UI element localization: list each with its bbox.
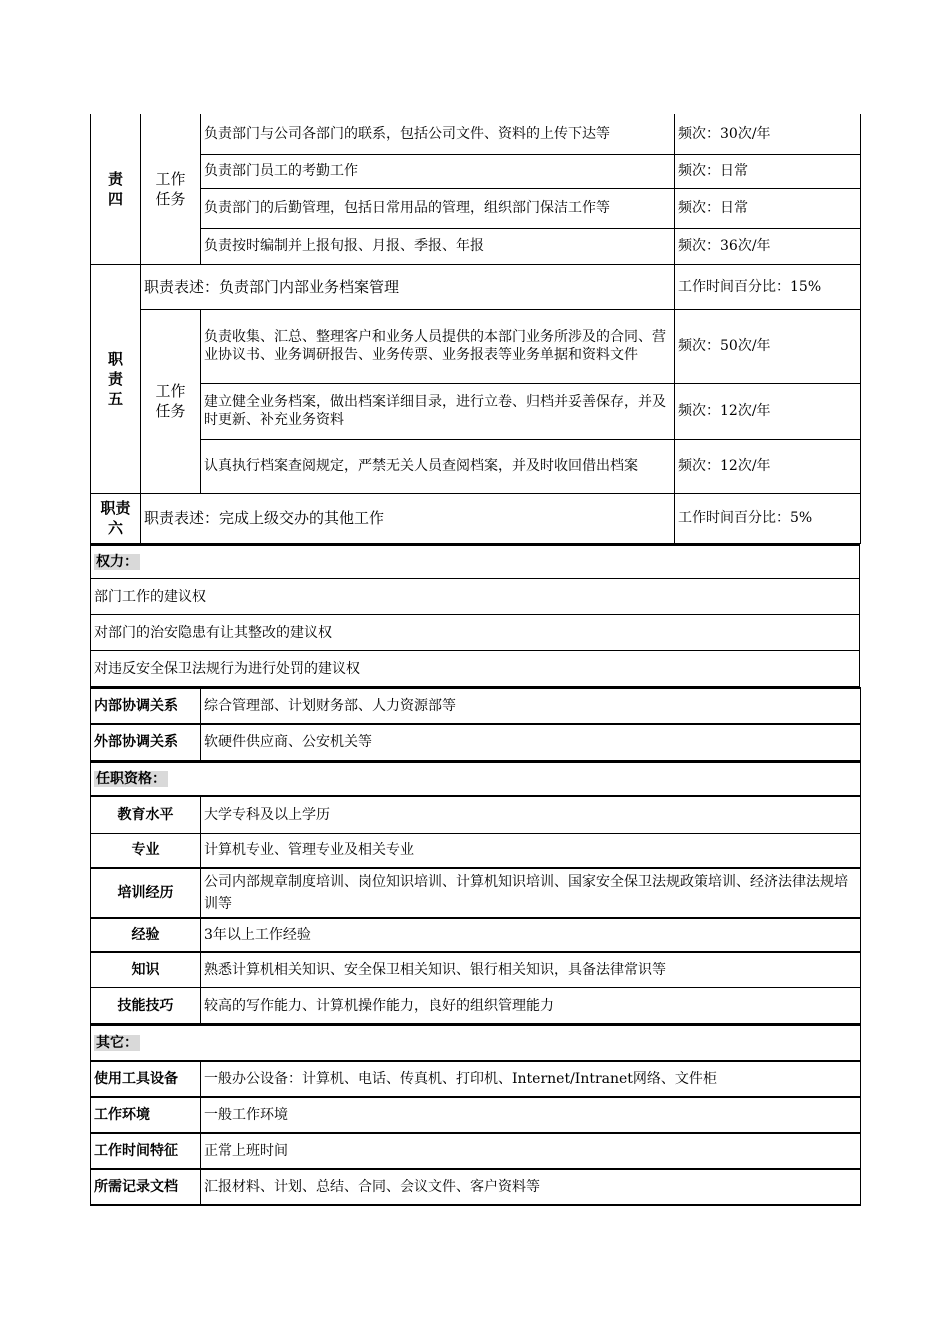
authority-table — [90, 544, 860, 688]
duty4-label: 责四 — [91, 114, 141, 264]
duty5-task-text: 负责收集、汇总、整理客户和业务人员提供的本部门业务所涉及的合同、营业协议书、业务调研报告、业务传票、业务报表等业务单据和资料文件 — [201, 309, 675, 383]
duty6-statement: 职责表述：完成上级交办的其他工作 — [141, 493, 675, 543]
qualifications-heading: 任职资格： — [91, 762, 861, 796]
qualifications-table — [90, 761, 861, 1025]
internal-relations-label: 内部协调关系 — [91, 688, 201, 724]
others-label: 工作时间特征 — [91, 1133, 201, 1169]
duty4-task-text: 负责部门与公司各部门的联系，包括公司文件、资料的上传下达等 — [201, 114, 675, 154]
qualification-label: 教育水平 — [91, 796, 201, 834]
duty4-task-freq: 频次：日常 — [675, 154, 861, 188]
duty5-task-label: 工作任务 — [141, 309, 201, 493]
duty5-label: 职责五 — [91, 264, 141, 493]
duty5-task-freq: 频次：12次/年 — [675, 439, 861, 493]
duty4-task-freq: 频次：30次/年 — [675, 114, 861, 154]
qualification-label: 技能技巧 — [91, 988, 201, 1024]
others-value: 一般工作环境 — [201, 1097, 861, 1133]
others-label: 所需记录文档 — [91, 1169, 201, 1205]
qualification-value: 计算机专业、管理专业及相关专业 — [201, 834, 861, 868]
duties-table — [90, 114, 861, 544]
qualification-value: 3年以上工作经验 — [201, 918, 861, 952]
duty5-percent: 工作时间百分比：15% — [675, 264, 861, 309]
others-table — [90, 1024, 861, 1206]
others-heading: 其它： — [91, 1025, 861, 1061]
job-description-document — [90, 114, 860, 1206]
duty4-task-text: 负责部门的后勤管理，包括日常用品的管理，组织部门保洁工作等 — [201, 188, 675, 228]
duty5-task-text: 建立健全业务档案，做出档案详细目录，进行立卷、归档并妥善保存，并及时更新、补充业务资料 — [201, 383, 675, 439]
external-relations-label: 外部协调关系 — [91, 724, 201, 760]
authority-item: 对违反安全保卫法规行为进行处罚的建议权 — [91, 651, 860, 687]
others-value: 一般办公设备：计算机、电话、传真机、打印机、Internet/Intranet网络、文件柜 — [201, 1061, 861, 1097]
internal-relations-value: 综合管理部、计划财务部、人力资源部等 — [201, 688, 861, 724]
duty5-task-freq: 频次：12次/年 — [675, 383, 861, 439]
qualification-value: 熟悉计算机相关知识、安全保卫相关知识、银行相关知识，具备法律常识等 — [201, 952, 861, 988]
qualification-label: 经验 — [91, 918, 201, 952]
authority-item: 部门工作的建议权 — [91, 579, 860, 615]
duty6-percent: 工作时间百分比：5% — [675, 493, 861, 543]
duty4-task-freq: 频次：日常 — [675, 188, 861, 228]
authority-item: 对部门的治安隐患有让其整改的建议权 — [91, 615, 860, 651]
duty4-task-freq: 频次：36次/年 — [675, 228, 861, 264]
qualification-label: 培训经历 — [91, 868, 201, 918]
relations-table — [90, 687, 861, 761]
qualification-label: 知识 — [91, 952, 201, 988]
duty6-label: 职责六 — [91, 493, 141, 543]
qualification-value: 公司内部规章制度培训、岗位知识培训、计算机知识培训、国家安全保卫法规政策培训、经济法律法规培训等 — [201, 868, 861, 918]
external-relations-value: 软硬件供应商、公安机关等 — [201, 724, 861, 760]
others-label: 工作环境 — [91, 1097, 201, 1133]
others-value: 汇报材料、计划、总结、合同、会议文件、客户资料等 — [201, 1169, 861, 1205]
qualification-value: 较高的写作能力、计算机操作能力，良好的组织管理能力 — [201, 988, 861, 1024]
duty4-task-text: 负责按时编制并上报旬报、月报、季报、年报 — [201, 228, 675, 264]
others-label: 使用工具设备 — [91, 1061, 201, 1097]
others-value: 正常上班时间 — [201, 1133, 861, 1169]
duty4-task-label: 工作任务 — [141, 114, 201, 264]
duty5-task-freq: 频次：50次/年 — [675, 309, 861, 383]
duty5-task-text: 认真执行档案查阅规定，严禁无关人员查阅档案，并及时收回借出档案 — [201, 439, 675, 493]
duty4-task-text: 负责部门员工的考勤工作 — [201, 154, 675, 188]
qualification-value: 大学专科及以上学历 — [201, 796, 861, 834]
duty5-statement: 职责表述：负责部门内部业务档案管理 — [141, 264, 675, 309]
qualification-label: 专业 — [91, 834, 201, 868]
authority-heading: 权力： — [91, 545, 860, 579]
